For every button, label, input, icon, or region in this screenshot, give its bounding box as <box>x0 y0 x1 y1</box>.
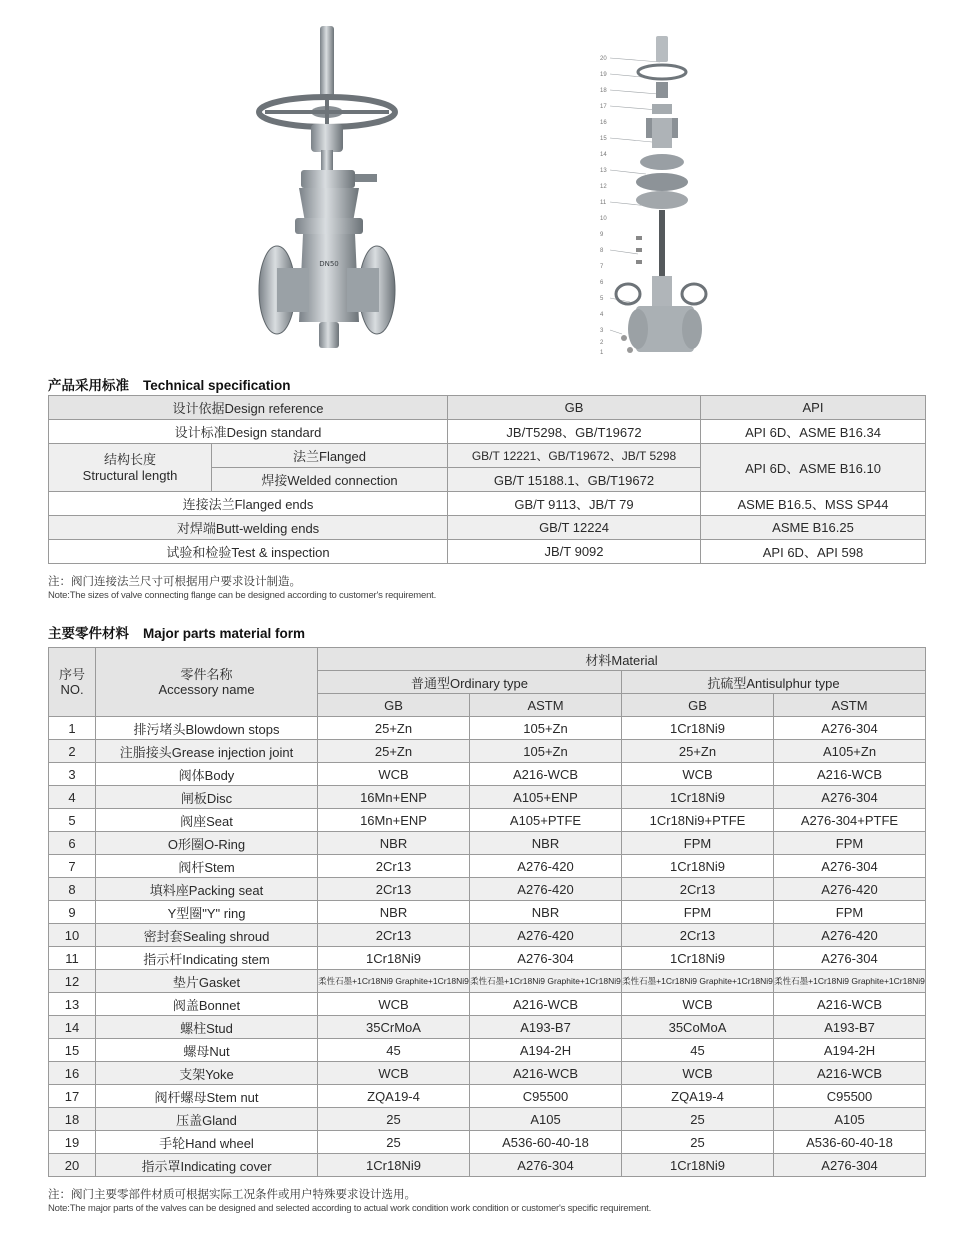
structural-length-en: Structural length <box>82 467 178 483</box>
row-number: 2 <box>49 740 96 763</box>
ordinary-astm: A276-420 <box>470 924 622 947</box>
antisulphur-gb: 1Cr18Ni9 <box>622 717 774 740</box>
table-row <box>49 763 926 786</box>
parts-material-title-en: Major parts material form <box>143 626 306 641</box>
part-callout: 17 <box>600 104 607 110</box>
structural-length-cn: 结构长度 <box>103 451 156 467</box>
ordinary-gb: ZQA19-4 <box>318 1085 470 1108</box>
antisulphur-astm: A276-420 <box>774 878 926 901</box>
row-number: 16 <box>49 1062 96 1085</box>
table-row <box>49 901 926 924</box>
row-number: 19 <box>49 1131 96 1154</box>
part-callout: 2 <box>600 340 604 346</box>
row-number: 6 <box>49 832 96 855</box>
antisulphur-astm: A105+Zn <box>774 740 926 763</box>
antisulphur-gb: 2Cr13 <box>622 878 774 901</box>
parts-header-row-1 <box>49 648 926 671</box>
antisulphur-astm: A193-B7 <box>774 1016 926 1039</box>
antisulphur-astm: FPM <box>774 832 926 855</box>
antisulphur-gb: FPM <box>622 901 774 924</box>
antisulphur-astm: A216-WCB <box>774 993 926 1016</box>
parts-material-title-cn: 主要零件材料 <box>48 626 129 641</box>
spec-label: 试验和检验Test & inspection <box>49 540 448 564</box>
antisulphur-astm: A276-304 <box>774 1154 926 1177</box>
ordinary-astm: 105+Zn <box>470 740 622 763</box>
part-callout: 14 <box>600 152 607 158</box>
ordinary-gb: NBR <box>318 832 470 855</box>
table-row <box>49 1062 926 1085</box>
antisulphur-gb: 25 <box>622 1108 774 1131</box>
technical-spec-title-cn: 产品采用标准 <box>48 378 129 393</box>
table-row <box>49 1085 926 1108</box>
parts-material-title <box>48 622 305 642</box>
part-name: 阀盖Bonnet <box>96 993 318 1016</box>
part-name: Y型圈"Y" ring <box>96 901 318 924</box>
parts-note <box>48 1186 651 1214</box>
spec-note-cn: 注：阀门连接法兰尺寸可根据用户要求设计制造。 <box>48 576 301 588</box>
part-callout: 18 <box>600 88 607 94</box>
ordinary-gb: WCB <box>318 763 470 786</box>
row-number: 18 <box>49 1108 96 1131</box>
spec-api-value: API 6D、API 598 <box>701 540 926 564</box>
part-name: 闸板Disc <box>96 786 318 809</box>
ordinary-astm: NBR <box>470 832 622 855</box>
antisulphur-astm: 柔性石墨+1Cr18Ni9 Graphite+1Cr18Ni9 <box>774 970 926 993</box>
part-name: 阀杆螺母Stem nut <box>96 1085 318 1108</box>
gate-valve-image <box>255 22 400 362</box>
parts-name-header <box>96 648 318 717</box>
spec-gb-value: JB/T5298、GB/T19672 <box>448 420 701 444</box>
valve-nameplate: DN50 <box>319 260 339 268</box>
ordinary-gb: 45 <box>318 1039 470 1062</box>
part-callout: 12 <box>600 184 607 190</box>
antisulphur-gb: 25 <box>622 1131 774 1154</box>
spec-label: 连接法兰Flanged ends <box>49 492 448 516</box>
spec-api-header: API <box>701 396 926 420</box>
parts-antisulphur-astm-header: ASTM <box>774 694 926 717</box>
spec-label: 对焊端Butt-welding ends <box>49 516 448 540</box>
ordinary-astm: 105+Zn <box>470 717 622 740</box>
ordinary-gb: 25 <box>318 1131 470 1154</box>
part-name: 排污堵头Blowdown stops <box>96 717 318 740</box>
part-name: 阀体Body <box>96 763 318 786</box>
ordinary-astm: 柔性石墨+1Cr18Ni9 Graphite+1Cr18Ni9 <box>470 970 622 993</box>
part-callout: 19 <box>600 72 607 78</box>
part-name: 阀座Seat <box>96 809 318 832</box>
ordinary-astm: A105+PTFE <box>470 809 622 832</box>
part-name: 填料座Packing seat <box>96 878 318 901</box>
antisulphur-astm: A105 <box>774 1108 926 1131</box>
table-row <box>49 1154 926 1177</box>
spec-gb-value: JB/T 9092 <box>448 540 701 564</box>
table-row <box>49 855 926 878</box>
part-callout: 11 <box>600 200 607 206</box>
antisulphur-gb: ZQA19-4 <box>622 1085 774 1108</box>
ordinary-gb: WCB <box>318 993 470 1016</box>
parts-table-body <box>49 717 926 1177</box>
antisulphur-astm: A276-304 <box>774 947 926 970</box>
exploded-view-drawing <box>600 22 712 362</box>
spec-api-value: ASME B16.25 <box>701 516 926 540</box>
ordinary-astm: A216-WCB <box>470 1062 622 1085</box>
parts-antisulphur-gb-header: GB <box>622 694 774 717</box>
ordinary-gb: 25 <box>318 1108 470 1131</box>
parts-ordinary-astm-header: ASTM <box>470 694 622 717</box>
antisulphur-gb: WCB <box>622 763 774 786</box>
parts-antisulphur-header: 抗硫型Antisulphur type <box>622 671 926 694</box>
spec-row-butt-welding <box>49 516 926 540</box>
ordinary-astm: A105+ENP <box>470 786 622 809</box>
technical-spec-table <box>48 395 926 564</box>
spec-row-structural-flanged <box>49 444 926 468</box>
ordinary-gb: 16Mn+ENP <box>318 809 470 832</box>
parts-ordinary-gb-header: GB <box>318 694 470 717</box>
part-callout: 13 <box>600 168 607 174</box>
part-callout: 20 <box>600 56 607 62</box>
part-name: 支架Yoke <box>96 1062 318 1085</box>
ordinary-gb: 2Cr13 <box>318 855 470 878</box>
antisulphur-astm: A194-2H <box>774 1039 926 1062</box>
antisulphur-astm: A276-304 <box>774 717 926 740</box>
row-number: 11 <box>49 947 96 970</box>
antisulphur-gb: 45 <box>622 1039 774 1062</box>
antisulphur-astm: A536-60-40-18 <box>774 1131 926 1154</box>
spec-note-en: Note:The sizes of valve connecting flange can be designed according to customer's requirement. <box>48 590 437 601</box>
antisulphur-gb: 柔性石墨+1Cr18Ni9 Graphite+1Cr18Ni9 <box>622 970 774 993</box>
spec-row-flanged-ends <box>49 492 926 516</box>
part-callout: 10 <box>600 216 607 222</box>
table-row <box>49 832 926 855</box>
parts-name-header-en: Accessory name <box>158 682 255 697</box>
ordinary-gb: 25+Zn <box>318 740 470 763</box>
antisulphur-gb: WCB <box>622 993 774 1016</box>
ordinary-astm: A105 <box>470 1108 622 1131</box>
row-number: 8 <box>49 878 96 901</box>
parts-no-header-cn: 序号 <box>58 667 85 682</box>
antisulphur-gb: 35CoMoA <box>622 1016 774 1039</box>
part-name: 手轮Hand wheel <box>96 1131 318 1154</box>
antisulphur-astm: A276-304+PTFE <box>774 809 926 832</box>
antisulphur-gb: 1Cr18Ni9 <box>622 855 774 878</box>
technical-spec-title-en: Technical specification <box>143 378 291 393</box>
table-row <box>49 993 926 1016</box>
spec-flanged-gb: GB/T 12221、GB/T19672、JB/T 5298 <box>448 444 701 468</box>
part-name: 指示罩Indicating cover <box>96 1154 318 1177</box>
row-number: 5 <box>49 809 96 832</box>
ordinary-astm: A193-B7 <box>470 1016 622 1039</box>
ordinary-gb: WCB <box>318 1062 470 1085</box>
antisulphur-astm: A276-304 <box>774 855 926 878</box>
antisulphur-gb: 1Cr18Ni9 <box>622 1154 774 1177</box>
row-number: 7 <box>49 855 96 878</box>
row-number: 20 <box>49 1154 96 1177</box>
spec-note <box>48 573 436 601</box>
part-name: 指示杆Indicating stem <box>96 947 318 970</box>
part-callout: 1 <box>600 350 604 356</box>
row-number: 13 <box>49 993 96 1016</box>
table-row <box>49 1131 926 1154</box>
antisulphur-gb: 2Cr13 <box>622 924 774 947</box>
table-row <box>49 786 926 809</box>
exploded-part-numbers <box>600 22 612 362</box>
parts-material-header: 材料Material <box>318 648 926 671</box>
part-callout: 5 <box>600 296 604 302</box>
spec-api-value: API 6D、ASME B16.34 <box>701 420 926 444</box>
part-name: 密封套Sealing shroud <box>96 924 318 947</box>
antisulphur-astm: C95500 <box>774 1085 926 1108</box>
ordinary-gb: 1Cr18Ni9 <box>318 1154 470 1177</box>
parts-note-cn: 注：阀门主要零部件材质可根据实际工况条件或用户特殊要求设计选用。 <box>48 1189 416 1201</box>
antisulphur-gb: 1Cr18Ni9 <box>622 947 774 970</box>
table-row <box>49 717 926 740</box>
spec-gb-value: GB/T 9113、JB/T 79 <box>448 492 701 516</box>
parts-ordinary-header: 普通型Ordinary type <box>318 671 622 694</box>
row-number: 15 <box>49 1039 96 1062</box>
spec-welded-gb: GB/T 15188.1、GB/T19672 <box>448 468 701 492</box>
ordinary-gb: 16Mn+ENP <box>318 786 470 809</box>
table-row <box>49 740 926 763</box>
spec-row-design-standard <box>49 420 926 444</box>
antisulphur-astm: A276-420 <box>774 924 926 947</box>
ordinary-astm: A276-420 <box>470 878 622 901</box>
ordinary-astm: A276-304 <box>470 947 622 970</box>
part-callout: 8 <box>600 248 604 254</box>
parts-no-header-en: NO. <box>60 682 84 697</box>
part-callout: 15 <box>600 136 607 142</box>
spec-gb-value: GB/T 12224 <box>448 516 701 540</box>
parts-name-header-cn: 零件名称 <box>180 667 233 682</box>
ordinary-astm: A276-420 <box>470 855 622 878</box>
row-number: 12 <box>49 970 96 993</box>
table-row <box>49 878 926 901</box>
ordinary-astm: A216-WCB <box>470 993 622 1016</box>
table-row <box>49 1108 926 1131</box>
spec-gb-header: GB <box>448 396 701 420</box>
table-row <box>49 1039 926 1062</box>
table-row <box>49 924 926 947</box>
ordinary-gb: 2Cr13 <box>318 878 470 901</box>
gate-valve-drawing <box>255 22 400 362</box>
ordinary-astm: A536-60-40-18 <box>470 1131 622 1154</box>
ordinary-gb: 1Cr18Ni9 <box>318 947 470 970</box>
part-callout: 4 <box>600 312 604 318</box>
part-name: 螺柱Stud <box>96 1016 318 1039</box>
parts-no-header <box>49 648 96 717</box>
table-row <box>49 1016 926 1039</box>
exploded-view-image <box>600 22 712 362</box>
spec-api-value: ASME B16.5、MSS SP44 <box>701 492 926 516</box>
row-number: 14 <box>49 1016 96 1039</box>
row-number: 1 <box>49 717 96 740</box>
part-callout: 7 <box>600 264 604 270</box>
row-number: 17 <box>49 1085 96 1108</box>
part-callout: 16 <box>600 120 607 126</box>
part-callout: 3 <box>600 328 604 334</box>
part-name: 垫片Gasket <box>96 970 318 993</box>
ordinary-gb: 35CrMoA <box>318 1016 470 1039</box>
ordinary-astm: NBR <box>470 901 622 924</box>
spec-structural-length-api: API 6D、ASME B16.10 <box>701 444 926 492</box>
parts-note-en: Note:The major parts of the valves can be designed and selected according to actual work condition work condition or customer's specific requirement. <box>48 1203 652 1214</box>
table-row <box>49 947 926 970</box>
row-number: 3 <box>49 763 96 786</box>
antisulphur-gb: 1Cr18Ni9+PTFE <box>622 809 774 832</box>
part-name: 压盖Gland <box>96 1108 318 1131</box>
antisulphur-gb: FPM <box>622 832 774 855</box>
antisulphur-gb: WCB <box>622 1062 774 1085</box>
part-name: 注脂接头Grease injection joint <box>96 740 318 763</box>
spec-header-row <box>49 396 926 420</box>
ordinary-astm: A194-2H <box>470 1039 622 1062</box>
part-callout: 6 <box>600 280 604 286</box>
table-row <box>49 970 926 993</box>
ordinary-gb: 柔性石墨+1Cr18Ni9 Graphite+1Cr18Ni9 <box>318 970 470 993</box>
table-row <box>49 809 926 832</box>
part-name: 螺母Nut <box>96 1039 318 1062</box>
part-name: 阀杆Stem <box>96 855 318 878</box>
antisulphur-astm: FPM <box>774 901 926 924</box>
row-number: 9 <box>49 901 96 924</box>
ordinary-gb: NBR <box>318 901 470 924</box>
spec-row-test-inspection <box>49 540 926 564</box>
spec-label: 设计标准Design standard <box>49 420 448 444</box>
ordinary-astm: C95500 <box>470 1085 622 1108</box>
parts-material-table <box>48 647 926 1177</box>
ordinary-astm: A276-304 <box>470 1154 622 1177</box>
ordinary-astm: A216-WCB <box>470 763 622 786</box>
spec-structural-length-label <box>49 444 212 492</box>
antisulphur-gb: 1Cr18Ni9 <box>622 786 774 809</box>
ordinary-gb: 2Cr13 <box>318 924 470 947</box>
spec-design-reference: 设计依据Design reference <box>49 396 448 420</box>
ordinary-gb: 25+Zn <box>318 717 470 740</box>
part-callout: 9 <box>600 232 604 238</box>
row-number: 10 <box>49 924 96 947</box>
antisulphur-astm: A216-WCB <box>774 1062 926 1085</box>
spec-flanged-label: 法兰Flanged <box>212 444 448 468</box>
antisulphur-astm: A276-304 <box>774 786 926 809</box>
part-name: O形圈O-Ring <box>96 832 318 855</box>
spec-welded-label: 焊接Welded connection <box>212 468 448 492</box>
antisulphur-astm: A216-WCB <box>774 763 926 786</box>
antisulphur-gb: 25+Zn <box>622 740 774 763</box>
row-number: 4 <box>49 786 96 809</box>
technical-spec-title <box>48 374 291 394</box>
